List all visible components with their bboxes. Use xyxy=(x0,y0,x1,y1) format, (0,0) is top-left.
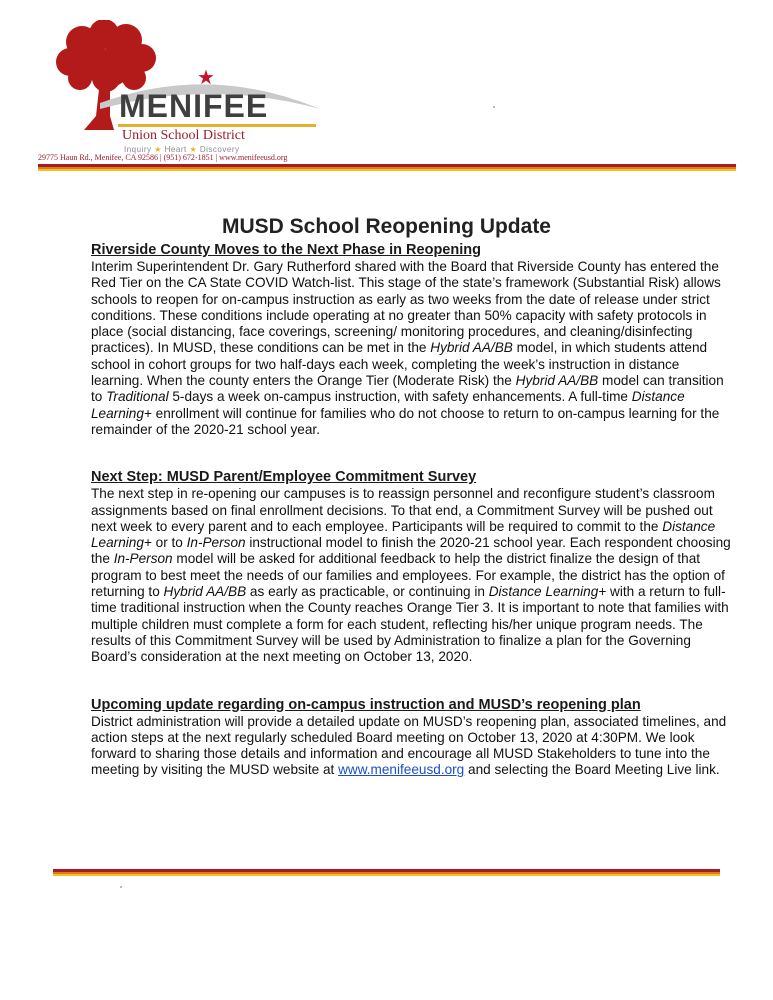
gold-rule xyxy=(118,124,316,127)
section-upcoming-update xyxy=(91,696,731,779)
section-paragraph: District administration will provide a detailed update on MUSD’s reopening plan, associated timelines, and action steps at the next regularly scheduled Board meeting on October 13, 2020 at 4:30PM. We look forward to sharing those details and information and encourage all MUSD Stakeholders to tune into the meeting by visiting the MUSD website at www.menifeeusd.org and selecting the Board Meeting Live link. xyxy=(91,713,727,778)
bottom-divider-bar xyxy=(53,869,720,876)
section-paragraph: The next step in re-opening our campuses is to reassign personnel and reconfigure student’s classroom assignments based on final enrollment decisions. To that end, a Commitment Survey will be pushed out next week to every parent and to each employee. Participants will be required to commit to the Distance Learning+ or to In-Person instructional model to finish the 2020-21 school year. Each respondent choosing the In-Person model will be asked for additional feedback to help the district finalize the design of that program to best meet the needs of our families and employees. For example, the district has the option of returning to Hybrid AA/BB as early as practicable, or continuing in Distance Learning+ with a return to full-time traditional instruction when the County reaches Orange Tier 3. It is important to note that families with multiple children must complete a form for each student, reflecting his/her unique program needs. The results of this Commitment Survey will be used by Administration to finalize a plan for the Governing Board’s consideration at the next meeting on October 13, 2020. xyxy=(91,486,731,665)
section-riverside-county xyxy=(91,241,731,438)
motto-inquiry: Inquiry xyxy=(124,145,152,154)
star-icon: ★ xyxy=(197,67,215,89)
website-link[interactable]: www.menifeeusd.org xyxy=(338,762,465,778)
top-divider-bar xyxy=(38,164,736,171)
scan-speck xyxy=(120,886,122,888)
section-heading: Upcoming update regarding on-campus instruction and MUSD’s reopening plan xyxy=(91,696,641,713)
section-commitment-survey xyxy=(91,468,731,665)
section-paragraph: Interim Superintendent Dr. Gary Rutherford shared with the Board that Riverside County has entered the Red Tier on the CA State COVID Watch-list. This stage of the state’s framework (Substantial Risk) allows schools to reopen for on-campus instruction as early as two weeks from the date of release under strict conditions. These conditions include operating at no greater than 50% capacity with safety protocols in place (social distancing, face coverings, screening/ monitoring procedures, and cleaning/disinfecting practices). In MUSD, these conditions can be met in the Hybrid AA/BB model, in which students attend school in cohort groups for two half-days each week, completing the week’s instruction in distance learning. When the county enters the Orange Tier (Moderate Risk) the Hybrid AA/BB model can transition to Traditional 5-days a week on-campus instruction, with safety enhancements. A full-time Distance Learning+ enrollment will continue for families who do not choose to return to on-campus learning for the remainder of the 2020-21 school year. xyxy=(91,259,724,437)
motto-discovery: Discovery xyxy=(199,145,240,154)
document-body xyxy=(91,241,731,779)
motto-heart: Heart xyxy=(164,145,187,154)
star-small-icon: ★ xyxy=(154,145,162,154)
district-name: Union School District xyxy=(122,128,245,143)
section-heading: Riverside County Moves to the Next Phase in Reopening xyxy=(91,242,481,258)
brand-name: MENIFEE xyxy=(119,88,269,124)
scan-speck xyxy=(493,106,495,108)
star-small-icon: ★ xyxy=(189,145,198,154)
page-title: MUSD School Reopening Update xyxy=(221,215,551,239)
letterhead xyxy=(40,18,360,168)
section-heading: Next Step: MUSD Parent/Employee Commitment Survey xyxy=(91,469,477,486)
address-line: 29775 Haun Rd., Menifee, CA 92586 | (951) 672-1851 | www.menifeeusd.org xyxy=(38,153,288,162)
